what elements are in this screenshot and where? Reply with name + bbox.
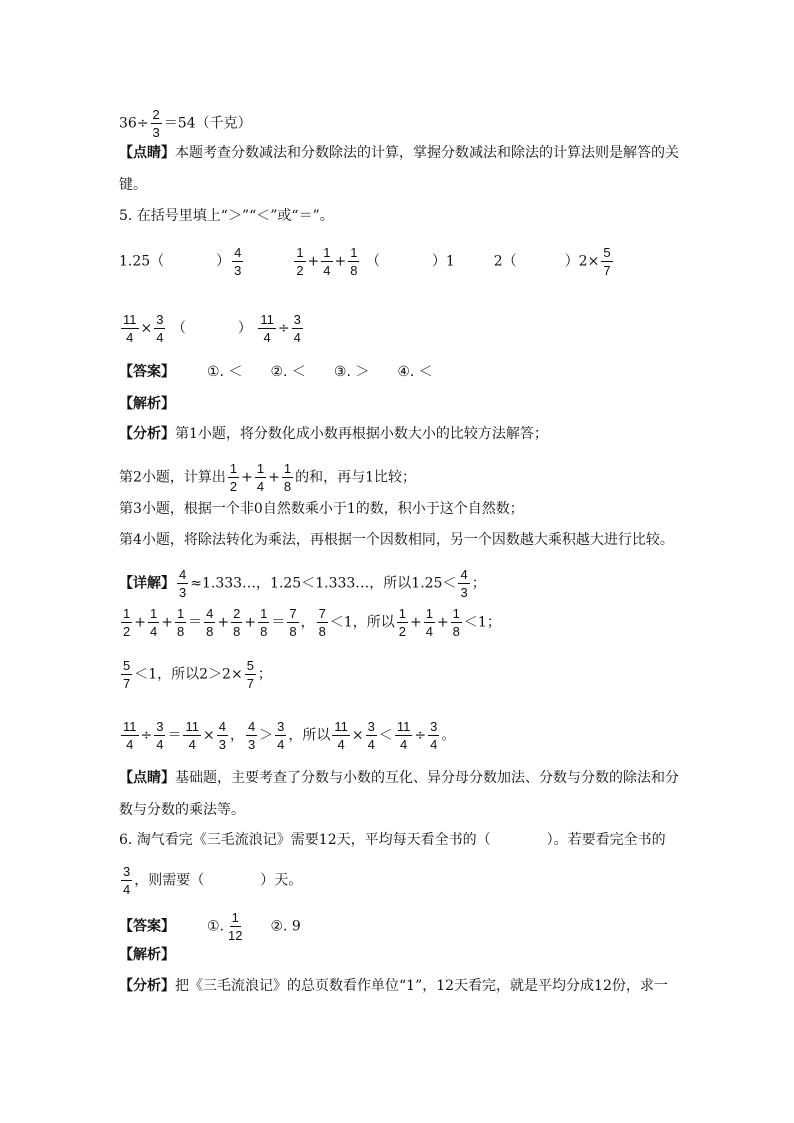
fraction: $\frac{1}{8}$ [283, 461, 292, 494]
fraction: $\frac{11}{4}$ [396, 719, 411, 752]
fraction: $\frac{4}{3}$ [460, 567, 468, 600]
fraction: $\frac{11}{4}$ [123, 312, 137, 345]
fraction: $\frac{1}{8}$ [350, 245, 358, 278]
fraction: $\frac{3}{4}$ [277, 719, 285, 752]
fraction: $\frac{11}{4}$ [185, 719, 199, 752]
fraction: $\frac{5}{7}$ [246, 658, 254, 691]
fraction: $\frac{11}{4}$ [123, 719, 137, 752]
fraction: $\frac{2}{8}$ [233, 606, 241, 639]
dianjing2-line-1: 【点睛】基础题，主要考查了分数与小数的互化、异分母分数加法、分数与分数的除法和分 [119, 770, 679, 786]
fraction: $\frac{1}{4}$ [149, 606, 158, 639]
fraction: $\frac{1}{2}$ [398, 606, 406, 639]
jiexi-heading-2: 【解析】 [119, 947, 175, 963]
calc-right: ＝54（千克） [163, 115, 252, 132]
fraction: $\frac{3}{4}$ [367, 719, 375, 752]
fraction: $\frac{2}{3}$ [152, 107, 160, 140]
answer-tag: 【答案】 [119, 364, 175, 380]
fraction: $\frac{3}{4}$ [123, 864, 131, 897]
question-6-line-2: $\frac{3}{4}$ ，则需要（ ）天。 [123, 864, 303, 897]
fraction: $\frac{7}{8}$ [318, 606, 326, 639]
fraction: $\frac{4}{3}$ [234, 245, 242, 278]
fraction: $\frac{4}{8}$ [206, 606, 214, 639]
fraction: $\frac{1}{8}$ [452, 606, 460, 639]
dianjing2-line-2: 数与分数的乘法等。 [119, 802, 245, 818]
answer-6: 【答案】 ①. $\frac{1}{12}$ ②. 9 [119, 910, 301, 943]
calc-line [119, 107, 252, 140]
fraction: $\frac{1}{4}$ [323, 245, 331, 278]
fraction: $\frac{3}{4}$ [156, 312, 164, 345]
fraction: $\frac{1}{2}$ [296, 245, 304, 278]
question-5-row-2: $\frac{11}{4}$ × $\frac{3}{4}$ （ ） $\frac{11}{4}$ ÷ $\frac{3}{4}$ [123, 312, 301, 345]
fenxi-line-1: 【分析】第1小题，将分数化成小数再根据小数大小的比较方法解答； [119, 426, 548, 442]
question-5-title: 5. 在括号里填上“＞”“＜”或“＝”。 [119, 208, 334, 224]
fraction: $\frac{4}{3}$ [218, 719, 226, 752]
fenxi-line-3: 第3小题，根据一个非0自然数乘小于1的数，积小于这个自然数； [119, 501, 524, 517]
fraction: $\frac{11}{4}$ [260, 312, 274, 345]
fraction: $\frac{3}{4}$ [293, 312, 301, 345]
jiexi-heading: 【解析】 [119, 396, 175, 412]
fraction: $\frac{11}{4}$ [334, 719, 348, 752]
fraction: $\frac{4}{3}$ [247, 719, 256, 752]
dianjing-line-2: 键。 [119, 177, 147, 193]
calc-left: 36÷ [119, 115, 149, 132]
fraction: $\frac{1}{8}$ [176, 606, 185, 639]
fraction: $\frac{7}{8}$ [289, 606, 297, 639]
xiangjie-line-3: $\frac{5}{7}$ ＜1，所以2＞2× $\frac{5}{7}$ ； [123, 658, 272, 691]
fenxi-line-2: 第2小题，计算出 $\frac{1}{2}$ + $\frac{1}{4}$ + $\frac{1}{8}$ 的和，再与1比较； [119, 461, 417, 494]
fraction: $\frac{1}{8}$ [260, 606, 268, 639]
fraction: $\frac{3}{4}$ [430, 719, 438, 752]
question-5-row-1: 1.25（ ） $\frac{4}{3}$ $\frac{1}{2}$ + $\frac{1}{4}$ + $\frac{1}{8}$ （ ）1 2（ ）2× $\frac{5}{7}$ [119, 245, 611, 278]
dianjing-line-1: 【点睛】本题考查分数减法和分数除法的计算，掌握分数减法和除法的计算法则是解答的关 [119, 145, 679, 161]
item-a-left: 1.25（ [119, 253, 165, 270]
fraction: $\frac{5}{7}$ [123, 658, 131, 691]
fraction: $\frac{5}{7}$ [603, 245, 611, 278]
fraction: $\frac{1}{12}$ [228, 910, 243, 943]
xiangjie-line-1: 【详解】 $\frac{4}{3}$ ≈1.333…，1.25＜1.333…，所以1.25＜ $\frac{4}{3}$ ； [119, 567, 486, 600]
fraction: $\frac{1}{4}$ [425, 606, 433, 639]
fenxi-line-4: 第4小题，将除法转化为乘法，再根据一个因数相同，另一个因数越大乘积越大进行比较。 [119, 532, 674, 548]
dianjing-tag: 【点睛】 [119, 145, 175, 161]
fraction: $\frac{4}{3}$ [179, 567, 187, 600]
answer-5: 【答案】 ①. ＜ ②. ＜ ③. ＞ ④. ＜ [119, 364, 433, 380]
fraction: $\frac{1}{2}$ [229, 461, 238, 494]
fenxi6-line-1: 【分析】把《三毛流浪记》的总页数看作单位“1”，12天看完，就是平均分成12份，求一 [119, 978, 668, 994]
fraction: $\frac{3}{4}$ [156, 719, 164, 752]
question-6-line-1: 6. 淘气看完《三毛流浪记》需要12天，平均每天看全书的（ ）。若要看完全书的 [119, 832, 666, 848]
fraction: $\frac{1}{4}$ [256, 461, 265, 494]
xiangjie-line-4: $\frac{11}{4}$ ÷ $\frac{3}{4}$ ＝ $\frac{11}{4}$ × $\frac{4}{3}$ ， $\frac{4}{3}$ ＞ $\frac{3}{4}$ ，所以 $\frac{11}{4}$ × $\frac{3}{4}$ ＜ $\frac{11}{4}$ ÷ $\frac{3}{4}$ 。 [123, 719, 456, 752]
fraction: $\frac{1}{2}$ [123, 606, 131, 639]
xiangjie-line-2: $\frac{1}{2}$ + $\frac{1}{4}$ + $\frac{1}{8}$ ＝ $\frac{4}{8}$ + $\frac{2}{8}$ + $\frac{1}{8}$ ＝ $\frac{7}{8}$ ， $\frac{7}{8}$ ＜1，所以 $\frac{1}{2}$ + $\frac{1}{4}$ + $\frac{1}{8}$ ＜1； [123, 606, 501, 639]
